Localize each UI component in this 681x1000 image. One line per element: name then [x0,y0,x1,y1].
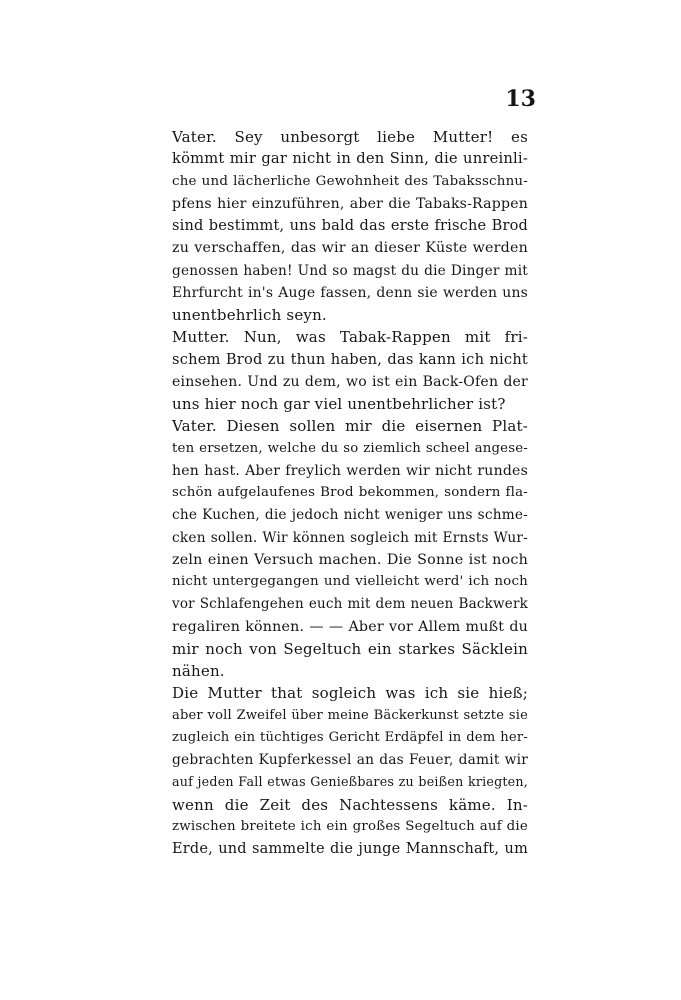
text-line: Vater. Sey unbesorgt liebe Mutter! es [172,128,528,146]
text-line: Mutter. Nun, was Tabak-Rappen mit fri- [172,328,528,347]
text-line: zeln einen Versuch machen. Die Sonne ist noch [172,551,528,568]
text-line: zwischen breitete ich ein großes Segeltuch auf die [172,818,528,834]
text-line: zugleich ein tüchtiges Gericht Erdäpfel in dem her- [172,729,528,745]
text-line: schön aufgelaufenes Brod bekommen, sondern fla- [172,485,528,500]
text-line: vor Schlafengehen euch mit dem neuen Backwerk [172,596,528,613]
text-line: mir noch von Segeltuch ein starkes Säcklein [172,639,528,658]
text-line: wenn die Zeit des Nachtessens käme. In- [172,795,528,814]
text-line: cken sollen. Wir können sogleich mit Ernsts Wur- [172,529,528,546]
page-number: 13 [505,86,536,112]
text-line: Vater. Diesen sollen mir die eisernen Plat- [172,417,528,436]
text-line: aber voll Zweifel über meine Bäckerkunst setzte sie [172,707,528,723]
text-line: pfens hier einzuführen, aber die Tabaks-Rappen [172,195,528,212]
text-line: che und lächerliche Gewohnheit des Tabaksschnu- [172,173,528,189]
text-line: kömmt mir gar nicht in den Sinn, die unreinli- [172,150,528,168]
body-text [172,126,528,860]
text-line: zu verschaffen, das wir an dieser Küste werden [172,240,528,257]
text-line: schem Brod zu thun haben, das kann ich nicht [172,350,528,368]
text-line: Erde, und sammelte die junge Mannschaft, um [172,841,528,857]
text-line: auf jeden Fall etwas Genießbares zu beißen kriegten, [172,774,528,790]
text-line: che Kuchen, die jedoch nicht weniger uns schme- [172,507,528,524]
text-line: genossen haben! Und so magst du die Dinger mit [172,262,528,279]
text-line: nicht untergegangen und vielleicht werd' ich noch [172,574,528,589]
text-line: ten ersetzen, welche du so ziemlich scheel angese- [172,440,528,456]
text-line: unentbehrlich seyn. [172,306,327,324]
text-line: sind bestimmt, uns bald das erste frische Brod [172,218,528,234]
text-line: Die Mutter that sogleich was ich sie hieß; [172,684,528,703]
text-line: hen hast. Aber freylich werden wir nicht rundes [172,462,528,479]
text-line: Ehrfurcht in's Auge fassen, denn sie werden uns [172,284,528,301]
text-line: nähen. [172,662,225,680]
text-line: einsehen. Und zu dem, wo ist ein Back-Ofen der [172,373,528,390]
text-line: regaliren können. — — Aber vor Allem mußt du [172,618,528,635]
text-line: gebrachten Kupferkessel an das Feuer, damit wir [172,752,528,768]
text-line: uns hier noch gar viel unentbehrlicher ist? [172,395,506,413]
